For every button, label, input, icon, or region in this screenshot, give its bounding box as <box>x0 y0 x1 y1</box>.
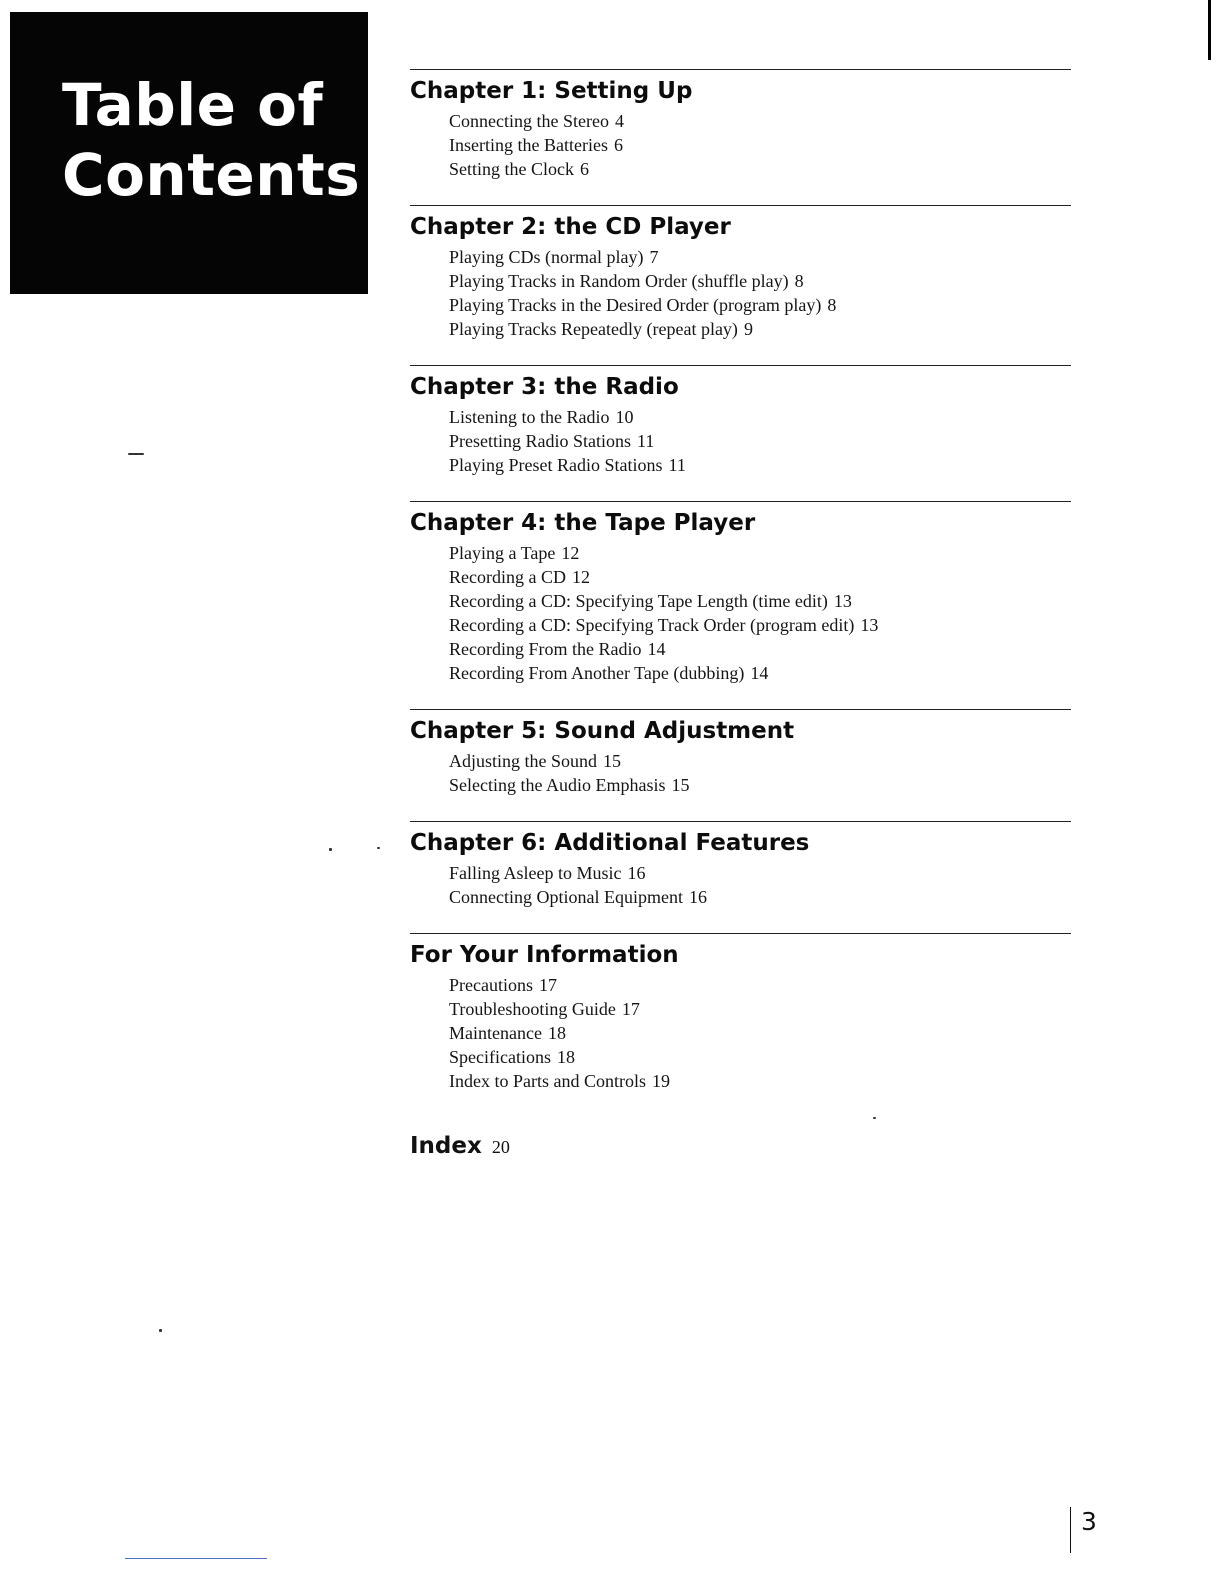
entry-title: Connecting the Stereo <box>449 111 609 131</box>
scan-speck <box>159 1329 162 1332</box>
toc-entry <box>449 541 1071 565</box>
entry-title: Maintenance <box>449 1023 542 1043</box>
toc-entry <box>449 589 1071 613</box>
index-heading: Index <box>410 1133 482 1159</box>
toc-entry <box>449 1045 1071 1069</box>
entry-list <box>410 109 1071 181</box>
entry-title: Playing Tracks in Random Order (shuffle play) <box>449 271 789 291</box>
entry-page-number: 13 <box>860 615 879 635</box>
entry-page-number: 9 <box>743 319 753 339</box>
entry-page-number: 10 <box>615 407 634 427</box>
entry-page-number: 6 <box>613 135 623 155</box>
toc-entry <box>449 317 1071 341</box>
entry-title: Inserting the Batteries <box>449 135 608 155</box>
toc-entry <box>449 1069 1071 1093</box>
entry-title: Recording a CD <box>449 567 566 587</box>
entry-title: Presetting Radio Stations <box>449 431 631 451</box>
chapter-heading: Chapter 6: Additional Features <box>410 830 810 856</box>
entry-title: Falling Asleep to Music <box>449 863 622 883</box>
title-line-2: Contents <box>62 141 361 209</box>
entry-title: Recording a CD: Specifying Track Order (program edit) <box>449 615 855 635</box>
toc-entry <box>449 109 1071 133</box>
entry-page-number: 16 <box>627 863 646 883</box>
entry-title: Playing a Tape <box>449 543 556 563</box>
entry-list <box>410 245 1071 341</box>
table-of-contents <box>410 69 1071 1117</box>
entry-title: Listening to the Radio <box>449 407 610 427</box>
index-entry <box>410 1133 510 1159</box>
entry-page-number: 7 <box>649 247 659 267</box>
entry-title: Troubleshooting Guide <box>449 999 616 1019</box>
chapter-heading: Chapter 1: Setting Up <box>410 78 693 104</box>
entry-page-number: 13 <box>833 591 852 611</box>
entry-page-number: 14 <box>647 639 666 659</box>
toc-entry <box>449 637 1071 661</box>
toc-entry <box>449 613 1071 637</box>
entry-title: Playing Tracks in the Desired Order (program play) <box>449 295 822 315</box>
index-page-number: 20 <box>491 1137 510 1157</box>
toc-entry <box>449 997 1071 1021</box>
toc-entry <box>449 773 1071 797</box>
entry-page-number: 4 <box>614 111 624 131</box>
entry-page-number: 11 <box>668 455 686 475</box>
toc-entry <box>449 245 1071 269</box>
entry-page-number: 17 <box>538 975 557 995</box>
entry-title: Precautions <box>449 975 533 995</box>
toc-entry <box>449 749 1071 773</box>
chapter-heading: For Your Information <box>410 942 679 968</box>
entry-page-number: 11 <box>637 431 655 451</box>
toc-entry <box>449 405 1071 429</box>
entry-page-number: 14 <box>750 663 769 683</box>
entry-title: Specifications <box>449 1047 551 1067</box>
toc-entry <box>449 293 1071 317</box>
entry-list <box>410 405 1071 477</box>
toc-entry <box>449 973 1071 997</box>
toc-entry <box>449 269 1071 293</box>
entry-page-number: 18 <box>547 1023 566 1043</box>
entry-title: Playing Preset Radio Stations <box>449 455 663 475</box>
scan-speck <box>377 847 380 849</box>
section-for-your-information <box>410 933 1071 1093</box>
entry-page-number: 15 <box>671 775 690 795</box>
entry-page-number: 18 <box>556 1047 575 1067</box>
entry-list <box>410 861 1071 909</box>
entry-page-number: 19 <box>651 1071 670 1091</box>
scan-edge-mark <box>1208 0 1211 60</box>
section-chapter-6 <box>410 821 1071 909</box>
toc-entry <box>449 885 1071 909</box>
section-chapter-5 <box>410 709 1071 797</box>
entry-title: Connecting Optional Equipment <box>449 887 683 907</box>
chapter-heading: Chapter 4: the Tape Player <box>410 510 756 536</box>
entry-title: Recording a CD: Specifying Tape Length (time edit) <box>449 591 828 611</box>
section-chapter-3 <box>410 365 1071 477</box>
scan-speck <box>128 453 144 455</box>
section-chapter-4 <box>410 501 1071 685</box>
toc-entry <box>449 157 1071 181</box>
section-chapter-2 <box>410 205 1071 341</box>
entry-title: Setting the Clock <box>449 159 574 179</box>
entry-page-number: 8 <box>827 295 837 315</box>
entry-title: Recording From the Radio <box>449 639 642 659</box>
scan-edge-line <box>125 1558 267 1559</box>
entry-title: Adjusting the Sound <box>449 751 598 771</box>
entry-list <box>410 973 1071 1093</box>
entry-page-number: 12 <box>561 543 580 563</box>
toc-entry <box>449 1021 1071 1045</box>
entry-list <box>410 749 1071 797</box>
entry-page-number: 16 <box>688 887 707 907</box>
entry-page-number: 15 <box>603 751 622 771</box>
toc-entry <box>449 661 1071 685</box>
entry-page-number: 6 <box>580 159 589 179</box>
chapter-heading: Chapter 2: the CD Player <box>410 214 731 240</box>
scan-speck <box>873 1117 876 1119</box>
entry-page-number: 8 <box>794 271 804 291</box>
scan-speck <box>329 848 332 851</box>
toc-entry <box>449 861 1071 885</box>
title-line-1: Table of <box>62 71 324 139</box>
page-number: 3 <box>1070 1507 1097 1553</box>
toc-entry <box>449 429 1071 453</box>
toc-entry <box>449 565 1071 589</box>
entry-page-number: 17 <box>621 999 640 1019</box>
title-block <box>10 12 368 294</box>
entry-list <box>410 541 1071 685</box>
entry-title: Playing Tracks Repeatedly (repeat play) <box>449 319 738 339</box>
entry-page-number: 12 <box>571 567 590 587</box>
entry-title: Playing CDs (normal play) <box>449 247 644 267</box>
entry-title: Recording From Another Tape (dubbing) <box>449 663 745 683</box>
chapter-heading: Chapter 5: Sound Adjustment <box>410 718 795 744</box>
toc-entry <box>449 453 1071 477</box>
chapter-heading: Chapter 3: the Radio <box>410 374 679 400</box>
entry-title: Selecting the Audio Emphasis <box>449 775 666 795</box>
entry-title: Index to Parts and Controls <box>449 1071 646 1091</box>
toc-entry <box>449 133 1071 157</box>
section-chapter-1 <box>410 69 1071 181</box>
